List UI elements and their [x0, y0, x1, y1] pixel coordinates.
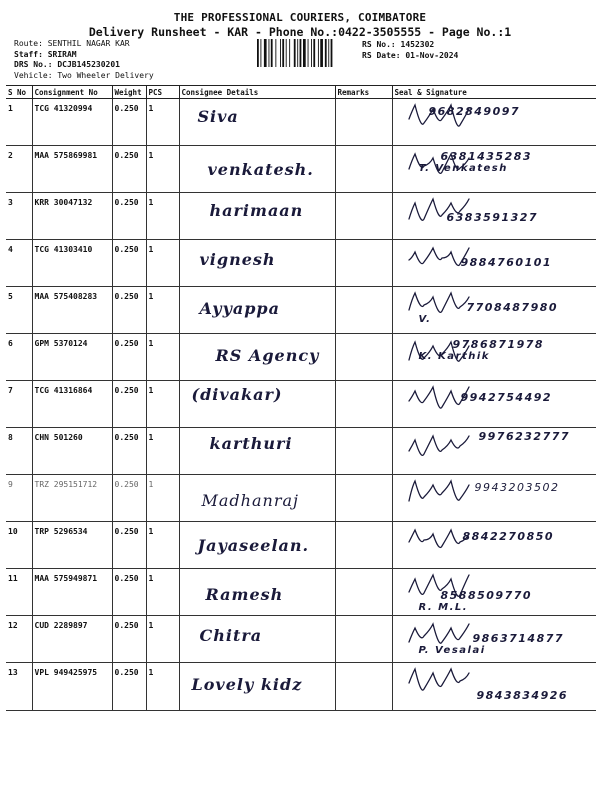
rs-date: RS Date: 01-Nov-2024 [362, 50, 459, 60]
seal-signature-cell [392, 522, 596, 569]
serial-number-cell: 11 [6, 569, 32, 616]
serial-number-cell: 5 [6, 287, 32, 334]
handwritten-consignee-name: Jayaseelan. [197, 536, 310, 555]
consignment-number-cell: MAA 575949871 [32, 569, 112, 616]
handwritten-phone-number: 9884760101 [460, 256, 553, 269]
remarks-cell [335, 616, 392, 663]
consignment-number-cell: MAA 575408283 [32, 287, 112, 334]
staff-label: Staff: SRIRAM [14, 49, 77, 59]
table-row [6, 428, 596, 475]
table-row [6, 616, 596, 663]
handwritten-consignee-name: karthuri [209, 434, 293, 453]
remarks-cell [335, 381, 392, 428]
handwritten-consignee-name: Siva [197, 107, 239, 126]
runsheet-meta-right [362, 40, 458, 61]
remarks-cell [335, 569, 392, 616]
handwritten-consignee-name: Lovely kidz [191, 675, 303, 694]
remarks-cell [335, 287, 392, 334]
seal-signature-cell [392, 240, 596, 287]
handwritten-phone-number: 6383591327 [446, 211, 539, 224]
weight-cell: 0.250 [112, 569, 146, 616]
col-header-sno: S No [6, 86, 32, 99]
consignment-number-cell: MAA 575869981 [32, 146, 112, 193]
serial-number-cell: 3 [6, 193, 32, 240]
pieces-cell: 1 [146, 193, 179, 240]
seal-signature-cell [392, 381, 596, 428]
weight-cell: 0.250 [112, 99, 146, 146]
serial-number-cell: 12 [6, 616, 32, 663]
weight-cell: 0.250 [112, 240, 146, 287]
col-header-consignee: Consignee Details [179, 86, 335, 99]
seal-signature-cell [392, 334, 596, 381]
serial-number-cell: 10 [6, 522, 32, 569]
handwritten-phone-number: 9863714877 [472, 632, 565, 645]
remarks-cell [335, 475, 392, 522]
weight-cell: 0.250 [112, 287, 146, 334]
serial-number-cell: 1 [6, 99, 32, 146]
remarks-cell [335, 99, 392, 146]
col-header-pcs: PCS [146, 86, 179, 99]
seal-signature-cell [392, 616, 596, 663]
handwritten-phone-number: 9786871978 [452, 338, 545, 351]
consignment-number-cell: TRP 5296534 [32, 522, 112, 569]
pieces-cell: 1 [146, 381, 179, 428]
signature-scribble [407, 477, 477, 507]
handwritten-signature-name: R. M.L. [418, 602, 469, 613]
consignee-details-cell [179, 428, 335, 475]
weight-cell: 0.250 [112, 381, 146, 428]
seal-signature-cell [392, 99, 596, 146]
table-row [6, 99, 596, 146]
consignment-number-cell: CUD 2289897 [32, 616, 112, 663]
pieces-cell: 1 [146, 569, 179, 616]
seal-signature-cell [392, 146, 596, 193]
weight-cell: 0.250 [112, 663, 146, 711]
table-row [6, 663, 596, 711]
serial-number-cell: 4 [6, 240, 32, 287]
pieces-cell: 1 [146, 146, 179, 193]
weight-cell: 0.250 [112, 475, 146, 522]
seal-signature-cell [392, 428, 596, 475]
handwritten-phone-number: 6381435283 [440, 150, 533, 163]
weight-cell: 0.250 [112, 193, 146, 240]
signature-scribble [407, 665, 477, 695]
serial-number-cell: 8 [6, 428, 32, 475]
seal-signature-cell [392, 287, 596, 334]
table-row [6, 475, 596, 522]
consignment-number-cell: TCG 41303410 [32, 240, 112, 287]
pieces-cell: 1 [146, 287, 179, 334]
weight-cell: 0.250 [112, 428, 146, 475]
col-header-remarks: Remarks [335, 86, 392, 99]
handwritten-phone-number: 9942754492 [460, 391, 553, 404]
runsheet-meta-left [14, 39, 154, 81]
seal-signature-cell [392, 663, 596, 711]
pieces-cell: 1 [146, 334, 179, 381]
signature-scribble [407, 430, 477, 460]
runsheet-table [6, 85, 596, 711]
handwritten-phone-number: 8588509770 [440, 589, 533, 602]
remarks-cell [335, 663, 392, 711]
handwritten-phone-number: 9682849097 [428, 105, 521, 118]
consignment-number-cell: KRR 30047132 [32, 193, 112, 240]
handwritten-phone-number: 9943203502 [474, 481, 560, 494]
table-row [6, 146, 596, 193]
col-header-signature: Seal & Signature [392, 86, 596, 99]
signature-scribble [407, 618, 477, 648]
seal-signature-cell [392, 569, 596, 616]
serial-number-cell: 2 [6, 146, 32, 193]
serial-number-cell: 7 [6, 381, 32, 428]
table-row [6, 334, 596, 381]
pieces-cell: 1 [146, 616, 179, 663]
remarks-cell [335, 428, 392, 475]
handwritten-signature-name: K. Karthik [418, 351, 490, 362]
consignee-details-cell [179, 287, 335, 334]
consignee-details-cell [179, 569, 335, 616]
remarks-cell [335, 240, 392, 287]
handwritten-consignee-name: (divakar) [191, 385, 283, 404]
weight-cell: 0.250 [112, 146, 146, 193]
seal-signature-cell [392, 475, 596, 522]
handwritten-consignee-name: harimaan [209, 201, 304, 220]
serial-number-cell: 13 [6, 663, 32, 711]
table-row [6, 569, 596, 616]
consignment-number-cell: GPM 5370124 [32, 334, 112, 381]
company-title: THE PROFESSIONAL COURIERS, COIMBATORE [173, 11, 427, 24]
runsheet-subtitle: Delivery Runsheet - KAR - Phone No.:0422-3505555 - Page No.:1 [88, 25, 512, 39]
consignee-details-cell [179, 381, 335, 428]
pieces-cell: 1 [146, 99, 179, 146]
consignee-details-cell [179, 193, 335, 240]
pieces-cell: 1 [146, 522, 179, 569]
consignee-details-cell [179, 522, 335, 569]
consignee-details-cell [179, 240, 335, 287]
route-label: Route: SENTHIL NAGAR KAR [14, 39, 130, 48]
consignment-number-cell: TRZ 295151712 [32, 475, 112, 522]
table-row [6, 287, 596, 334]
remarks-cell [335, 522, 392, 569]
table-row [6, 381, 596, 428]
consignee-details-cell [179, 663, 335, 711]
handwritten-consignee-name: venkatesh. [207, 160, 314, 179]
consignment-number-cell: TCG 41316864 [32, 381, 112, 428]
consignee-details-cell [179, 334, 335, 381]
table-row [6, 193, 596, 240]
handwritten-signature-name: T. Venkatesh [418, 163, 508, 174]
serial-number-cell: 9 [6, 475, 32, 522]
weight-cell: 0.250 [112, 334, 146, 381]
handwritten-signature-name: V. [418, 314, 432, 325]
remarks-cell [335, 193, 392, 240]
handwritten-consignee-name: RS Agency [215, 346, 320, 365]
pieces-cell: 1 [146, 663, 179, 711]
table-header-row [6, 86, 596, 99]
handwritten-consignee-name: Madhanraj [201, 491, 299, 510]
handwritten-consignee-name: Ramesh [205, 585, 284, 604]
consignee-details-cell [179, 146, 335, 193]
weight-cell: 0.250 [112, 522, 146, 569]
drs-number: DRS No.: DCJB145230201 [14, 60, 120, 69]
handwritten-signature-name: P. Vesalai [418, 645, 486, 656]
pieces-cell: 1 [146, 428, 179, 475]
handwritten-phone-number: 9976232777 [478, 430, 571, 443]
consignee-details-cell [179, 99, 335, 146]
pieces-cell: 1 [146, 475, 179, 522]
table-row [6, 522, 596, 569]
consignment-number-cell: TCG 41320994 [32, 99, 112, 146]
handwritten-phone-number: 9843834926 [476, 689, 569, 702]
consignee-details-cell [179, 616, 335, 663]
pieces-cell: 1 [146, 240, 179, 287]
consignment-number-cell: CHN 501260 [32, 428, 112, 475]
barcode-image [256, 39, 356, 67]
col-header-consignment: Consignment No [32, 86, 112, 99]
col-header-weight: Weight [112, 86, 146, 99]
consignee-details-cell [179, 475, 335, 522]
serial-number-cell: 6 [6, 334, 32, 381]
remarks-cell [335, 334, 392, 381]
table-row [6, 240, 596, 287]
handwritten-phone-number: 7708487980 [466, 301, 559, 314]
seal-signature-cell [392, 193, 596, 240]
handwritten-consignee-name: Chitra [199, 626, 263, 645]
remarks-cell [335, 146, 392, 193]
consignment-number-cell: VPL 949425975 [32, 663, 112, 711]
vehicle-label: Vehicle: Two Wheeler Delivery [14, 70, 154, 80]
handwritten-phone-number: 8842270850 [462, 530, 555, 543]
weight-cell: 0.250 [112, 616, 146, 663]
handwritten-consignee-name: Ayyappa [199, 299, 280, 318]
rs-number: RS No.: 1452302 [362, 40, 435, 49]
handwritten-consignee-name: vignesh [199, 250, 276, 269]
